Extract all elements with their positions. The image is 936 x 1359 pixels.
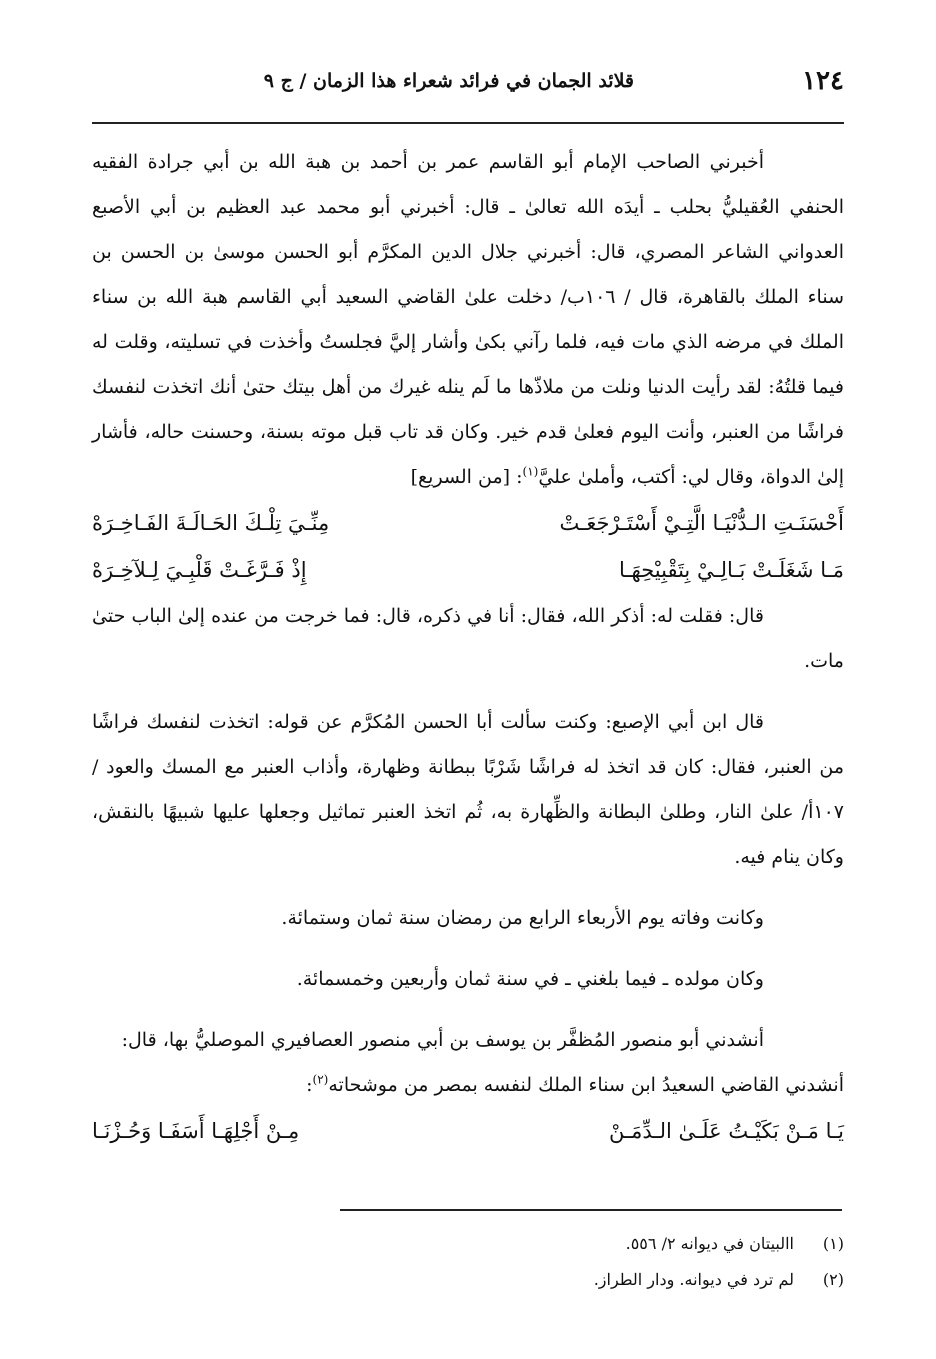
footnote-1-number: (١) — [822, 1234, 844, 1253]
footnote-divider — [340, 1209, 842, 1211]
running-title: قلائد الجمان في فرائد شعراء هذا الزمان / ج ٩ — [263, 70, 634, 92]
paragraph-narration-tail: : [من السريع] — [410, 466, 523, 488]
footnote-2-number: (٢) — [822, 1270, 844, 1289]
footnote-1 — [92, 1226, 844, 1262]
footnote-ref-2: (٢) — [312, 1072, 329, 1087]
paragraph-narration-text: أخبرني الصاحب الإمام أبو القاسم عمر بن أحمد بن هبة الله بن أبي جرادة الفقيه الحنفي العُقيليُّ بحلب ـ أيدَه الله تعالىٰ ـ قال: أخبرني أبو محمد عبد العظيم بن أبي الأصبع العدواني الشاعر المصري، قال: أخبرني جلال الدين المكرَّم أبو الحسن موسىٰ بن الحسن بن سناء الملك بالقاهرة، قال / ١٠٦ب/ دخلت علىٰ القاضي السعيد أبي القاسم هبة الله بن سناء الملك في مرضه الذي مات فيه، فلما رآني بكىٰ وأشار إليَّ فجلستُ وأخذت في تسليته، وقلت له فيما قلتُهُ: لقد رأيت الدنيا ونلت من ملاذّها ما لَم ينله غيرك من أهل بيتك حتىٰ أنك اتخذت لنفسك فراشًا من العنبر، وأنت اليوم فعلىٰ قدم خير. وكان قد تاب قبل موته بسنة، وحسنت حاله، فأشار إلىٰ الدواة، وقال لي: أكتب، وأملىٰ عليَّ — [92, 151, 844, 488]
page-number: ١٢٤ — [802, 66, 844, 96]
footnote-2 — [92, 1262, 844, 1298]
verse-1 — [92, 500, 844, 547]
verse-3-second-hemistich: مِـنْ أَجْلِهَـا أَسَفَـا وَحُـزْنَـا — [92, 1119, 300, 1143]
muwashshah-intro-text: أنشدني القاضي السعيدُ ابن سناء الملك لنفسه بمصر من موشحاته — [328, 1074, 844, 1096]
verse-1-first-hemistich: أَحْسَنَـتِ الـدُّنْيَـا الَّتِـيْ أَسْتَـرْجَعَـتْ — [559, 511, 844, 535]
paragraph-death-date: وكانت وفاته يوم الأربعاء الرابع من رمضان سنة ثمان وستمائة. — [281, 907, 764, 929]
paragraph-death-account: قال: فقلت له: أذكر الله، فقال: أنا في ذكره، قال: فما خرجت من عنده إلىٰ الباب حتىٰ مات. — [92, 605, 844, 672]
verse-3 — [92, 1108, 844, 1155]
verse-2-first-hemistich: مَـا شَغَلَـتْ بَـالِـيْ بِتَقْبِيْحِهَـا — [619, 558, 844, 582]
main-text — [92, 140, 844, 1155]
paragraph-birth-date: وكان مولده ـ فيما بلغني ـ في سنة ثمان وأربعين وخمسمائة. — [296, 968, 764, 990]
paragraph-muwashshah-intro-line2 — [92, 1063, 844, 1108]
paragraph-narration — [92, 140, 844, 500]
verse-2-second-hemistich: إِذْ فَـرَّغَـتْ قَلْبِـيَ لِـلآخِـرَهْ — [92, 558, 307, 582]
verse-1-second-hemistich: مِنِّـيَ تِلْـكَ الحَـالَـةَ الفَـاخِـرَهْ — [92, 511, 330, 535]
paragraph-muwashshah-intro-line1: أنشدني أبو منصور المُظفَّر بن يوسف بن أبي منصور العصافيري الموصليُّ بها، قال: — [121, 1029, 764, 1051]
footnotes — [92, 1226, 844, 1298]
footnote-2-text: لم ترد في ديوانه. ودار الطراز. — [593, 1270, 794, 1289]
paragraph-amber-bed: قال ابن أبي الإصبع: وكنت سألت أبا الحسن المُكرَّم عن قوله: اتخذت لنفسك فراشًا من العنبر، فقال: كان قد اتخذ له فراشًا شَرْبًا ببطانة وظهارة، وأذاب العنبر مع المسك والعود / ١٠٧أ/ علىٰ النار، وطلىٰ البطانة والظِّهارة به، ثُم اتخذ العنبر تماثيل وجعلها عليها شبيهًا بالنقش، وكان ينام فيه. — [92, 711, 844, 868]
page-header — [92, 60, 844, 124]
muwashshah-intro-tail: : — [306, 1074, 313, 1096]
verse-2 — [92, 547, 844, 594]
footnote-1-text: االبيتان في ديوانه ٢/ ٥٥٦. — [625, 1234, 794, 1253]
footnote-ref-1: (١) — [522, 464, 539, 479]
verse-3-first-hemistich: يَـا مَـنْ بَكَيْـتُ عَلَـىٰ الـدِّمَـنْ — [609, 1119, 844, 1143]
